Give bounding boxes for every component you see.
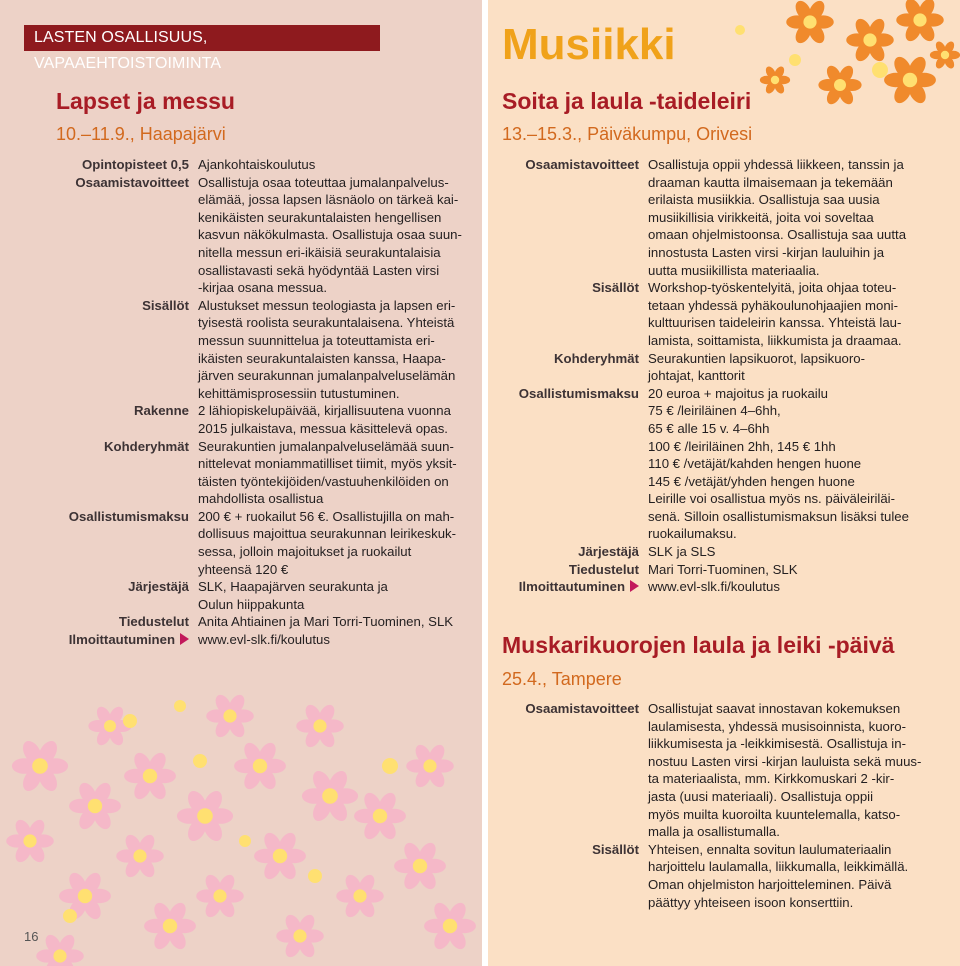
- yellow-dot-icon: [239, 835, 251, 847]
- detail-value: [198, 402, 473, 437]
- detail-line: sessa, jolloin majoitukset ja ruokailut: [198, 544, 412, 560]
- detail-line: Osallistuja osaa toteuttaa jumalanpalvelus-: [198, 174, 449, 190]
- event-title: Muskarikuorojen laula ja leiki -päivä: [502, 632, 895, 658]
- detail-label-text: Osaamistavoitteet: [75, 174, 189, 190]
- detail-line: -kirjaa osana messua.: [198, 280, 328, 296]
- detail-row: [0, 631, 473, 649]
- detail-line: päättyy yhteiseen isoon konserttiin.: [648, 894, 854, 910]
- detail-line: SLK, Haapajärven seurakunta ja: [198, 579, 388, 595]
- detail-line: Mari Torri-Tuominen, SLK: [648, 561, 798, 577]
- detail-line: tetaan yhdessä pyhäkoulunohjaajien moni-: [648, 297, 899, 313]
- detail-line: 200 € + ruokailut 56 €. Osallistujilla on mah-: [198, 508, 455, 524]
- right-page: [488, 0, 960, 966]
- event-details: [0, 156, 473, 649]
- detail-label-text: Tiedustelut: [118, 614, 189, 630]
- pink-flower-icon: [196, 872, 244, 920]
- detail-line: draaman kautta ilmaisemaan ja tekemään: [648, 174, 893, 190]
- detail-line: 2015 julkaistava, messua käsittelevä opas.: [198, 420, 448, 436]
- detail-line: innostusta Lasten virsi -kirjan lauluihin ja: [648, 244, 885, 260]
- detail-line: 75 € /leiriläinen 4–6hh,: [648, 403, 781, 419]
- detail-row: [0, 402, 473, 437]
- detail-line: erilaista musiikkia. Osallistuja saa uusia: [648, 192, 880, 208]
- pink-flower-icon: [12, 738, 68, 794]
- page-number: 16: [24, 929, 39, 944]
- detail-line: kehittämisprosessiin tutustuminen.: [198, 385, 400, 401]
- detail-line: johtajat, kanttorit: [648, 368, 745, 384]
- pink-flower-icon: [6, 817, 54, 865]
- detail-value: [198, 438, 473, 508]
- detail-value: [648, 543, 953, 561]
- detail-label: [0, 438, 198, 508]
- detail-row: [488, 385, 953, 543]
- detail-label: [0, 508, 198, 578]
- detail-row: [0, 613, 473, 631]
- detail-line: Alustukset messun teologiasta ja lapsen eri-: [198, 297, 456, 313]
- detail-value: [648, 385, 953, 543]
- detail-line: Ajankohtaiskoulutus: [198, 157, 316, 172]
- detail-value: [198, 508, 473, 578]
- detail-label-text: Osaamistavoitteet: [525, 701, 639, 716]
- detail-label: [0, 156, 198, 174]
- detail-line: dollisuus majoittua seurakunnan leirikeskuk-: [198, 526, 457, 542]
- detail-row: [488, 700, 953, 841]
- pink-flower-icon: [276, 912, 324, 960]
- detail-label: [488, 841, 648, 911]
- orange-flower-icon: [818, 63, 861, 106]
- detail-line: ta materiaalista, mm. Kirkkomuskari 2 -kir-: [648, 771, 895, 787]
- detail-row: [0, 174, 473, 297]
- yellow-dot-icon: [308, 869, 322, 883]
- detail-row: [488, 578, 953, 596]
- detail-line: 65 € alle 15 v. 4–6hh: [648, 420, 770, 436]
- detail-line: liikkumisesta ja -leikkimisestä. Osallistuja in-: [648, 736, 906, 752]
- detail-row: [0, 297, 473, 403]
- detail-value: [198, 578, 473, 613]
- detail-value: [648, 279, 953, 349]
- yellow-dot-icon: [123, 714, 137, 728]
- detail-line: harjoittelu laulamalla, liikkumalla, leikkimällä.: [648, 859, 909, 875]
- detail-label-text: Osallistumismaksu: [68, 508, 189, 524]
- detail-label: [488, 279, 648, 349]
- detail-line: www.evl-slk.fi/koulutus: [198, 632, 330, 648]
- detail-line: Seurakuntien lapsikuorot, lapsikuoro-: [648, 350, 865, 366]
- detail-label: [0, 297, 198, 403]
- detail-label: [0, 631, 198, 649]
- detail-line: senä. Silloin osallistumismaksun lisäksi tulee: [648, 508, 909, 524]
- detail-line: Osallistujat saavat innostavan kokemuksen: [648, 701, 901, 716]
- orange-flower-icon: [760, 65, 790, 95]
- detail-label: [488, 578, 648, 596]
- event-details: [488, 700, 953, 911]
- detail-value: [648, 561, 953, 579]
- orange-flower-icon: [786, 0, 834, 46]
- orange-flower-icon: [930, 40, 960, 70]
- detail-label-text: Sisällöt: [592, 280, 639, 296]
- detail-label: [0, 613, 198, 631]
- detail-line: nostuu Lasten virsi -kirjan lauluista sekä muus-: [648, 753, 922, 769]
- event-date: 10.–11.9., Haapajärvi: [56, 124, 226, 144]
- detail-line: Osallistuja oppii yhdessä liikkeen, tanssin ja: [648, 157, 904, 172]
- detail-line: nitella messun eri-ikäisiä seurakuntalaisia: [198, 244, 441, 260]
- detail-label-text: Tiedustelut: [568, 561, 639, 577]
- detail-label-text: Sisällöt: [592, 841, 639, 857]
- pink-flower-icon: [394, 840, 446, 892]
- detail-line: 145 € /vetäjät/yhden hengen huone: [648, 473, 855, 489]
- detail-value: [198, 174, 473, 297]
- detail-row: [488, 841, 953, 911]
- detail-row: [0, 156, 473, 174]
- yellow-dot-icon: [174, 700, 186, 712]
- detail-label: [488, 385, 648, 543]
- event-title: Lapset ja messu: [56, 88, 235, 114]
- detail-label: [0, 174, 198, 297]
- pink-flower-icon: [116, 832, 164, 880]
- detail-label: [488, 543, 648, 561]
- detail-line: 100 € /leiriläinen 2hh, 145 € 1hh: [648, 438, 836, 454]
- detail-row: [488, 543, 953, 561]
- detail-label-text: Järjestäjä: [578, 544, 639, 560]
- detail-line: omaan ohjelmistoonsa. Osallistuja saa uutta: [648, 227, 907, 243]
- yellow-dot-icon: [872, 62, 888, 78]
- section-label: LASTEN OSALLISUUS, VAPAAEHTOISTOIMINTA: [24, 25, 380, 51]
- detail-row: [488, 156, 953, 279]
- yellow-dot-icon: [735, 25, 745, 35]
- pink-flower-icon: [406, 742, 454, 790]
- pink-flower-icon: [424, 900, 476, 952]
- detail-row: [488, 561, 953, 579]
- detail-label: [488, 350, 648, 385]
- detail-line: tyisestä roolista seurakuntalaisena. Yhteistä: [198, 315, 455, 331]
- detail-value: [648, 578, 953, 596]
- detail-row: [0, 508, 473, 578]
- detail-line: laulamisesta, yhdessä musisoinnista, kuoro-: [648, 718, 907, 734]
- pink-flower-icon: [206, 692, 254, 740]
- event-date: 13.–15.3., Päiväkumpu, Orivesi: [502, 124, 753, 144]
- detail-value: [198, 156, 473, 174]
- yellow-dot-icon: [63, 909, 77, 923]
- detail-value: [648, 350, 953, 385]
- detail-label: [488, 700, 648, 841]
- detail-label: [0, 578, 198, 613]
- detail-line: lamista, soittamista, liikkumista ja draamaa.: [648, 332, 902, 348]
- detail-value: [648, 841, 953, 911]
- detail-line: elämää, jossa lapsen läsnäolo on tärkeä kai-: [198, 192, 459, 208]
- pink-flower-icon: [177, 788, 233, 844]
- pink-flower-icon: [234, 740, 286, 792]
- pink-flower-icon: [124, 750, 176, 802]
- detail-line: kulttuurisen taideleirin kanssa. Yhteistä lau-: [648, 315, 902, 331]
- detail-label-text: Rakenne: [134, 403, 189, 419]
- detail-row: [0, 578, 473, 613]
- detail-label-text: Ilmoittautuminen: [518, 579, 625, 595]
- detail-line: Workshop-työskentelyitä, joita ohjaa toteu-: [648, 280, 897, 296]
- detail-line: osallistavasti sekä hyödyntää Lasten virsi: [198, 262, 440, 278]
- pink-flower-icon: [69, 780, 121, 832]
- detail-value: [198, 613, 473, 631]
- detail-line: täisten työntekijöiden/vastuuhenkilöiden on: [198, 473, 449, 489]
- detail-line: ikäisten seurakuntalaisten kanssa, Haapa-: [198, 350, 446, 366]
- arrow-right-icon: [630, 580, 639, 592]
- flower-decoration: [0, 666, 482, 966]
- detail-label-text: Opintopisteet 0,5: [82, 157, 189, 172]
- detail-line: ruokailumaksu.: [648, 526, 737, 542]
- detail-value: [198, 631, 473, 649]
- detail-line: Leirille voi osallistua myös ns. päiväleiriläi-: [648, 491, 895, 507]
- detail-row: [0, 438, 473, 508]
- orange-flower-icon: [846, 16, 894, 64]
- orange-flower-icon: [884, 54, 936, 106]
- detail-line: kenikäisten seurakuntalaisten hengellisen: [198, 209, 442, 225]
- detail-row: [488, 279, 953, 349]
- event-title: Soita ja laula -taideleiri: [502, 88, 752, 114]
- detail-line: musiikillisia virikkeitä, joita voi soveltaa: [648, 209, 874, 225]
- detail-value: [648, 700, 953, 841]
- pink-flower-icon: [144, 900, 196, 952]
- detail-line: Seurakuntien jumalanpalveluselämää suun-: [198, 438, 454, 454]
- detail-label: [488, 156, 648, 279]
- detail-label-text: Sisällöt: [142, 297, 189, 313]
- detail-line: 2 lähiopiskelupäivää, kirjallisuutena vuonna: [198, 403, 451, 419]
- detail-line: nittelevat moniammatilliset tiimit, myös yksit-: [198, 456, 457, 472]
- detail-line: jasta (uusi materiaali). Osallistuja oppii: [648, 788, 874, 804]
- detail-line: Oulun hiippakunta: [198, 596, 305, 612]
- detail-line: Oman ohjelmiston harjoitteleminen. Päivä: [648, 876, 892, 892]
- detail-line: uutta musiikillista materiaalia.: [648, 262, 820, 278]
- detail-line: Anita Ahtiainen ja Mari Torri-Tuominen, SLK: [198, 614, 454, 630]
- detail-line: malla ja osallistumalla.: [648, 824, 780, 840]
- orange-flower-icon: [896, 0, 944, 44]
- detail-label-text: Kohderyhmät: [104, 438, 189, 454]
- detail-line: mahdollista osallistua: [198, 491, 324, 507]
- detail-row: [488, 350, 953, 385]
- detail-value: [198, 297, 473, 403]
- pink-flower-icon: [36, 932, 84, 966]
- event-details: [488, 156, 953, 596]
- pink-flower-icon: [296, 702, 344, 750]
- detail-line: järven seurakunnan jumalanpalveluselämän: [198, 368, 456, 384]
- detail-line: myös muilta kuoroilta kuuntelemalla, katso-: [648, 806, 901, 822]
- pink-flower-icon: [254, 830, 306, 882]
- detail-label-text: Järjestäjä: [128, 579, 189, 595]
- detail-line: messun suunnittelua ja toteuttamista eri-: [198, 332, 435, 348]
- arrow-right-icon: [180, 633, 189, 645]
- detail-line: 110 € /vetäjät/kahden hengen huone: [648, 456, 862, 472]
- detail-line: kasvun näkökulmasta. Osallistuja osaa suun-: [198, 227, 462, 243]
- pink-flower-icon: [336, 872, 384, 920]
- detail-line: Yhteisen, ennalta sovitun laulumateriaalin: [648, 841, 892, 857]
- detail-label-text: Kohderyhmät: [554, 350, 639, 366]
- detail-line: 20 euroa + majoitus ja ruokailu: [648, 385, 828, 401]
- yellow-dot-icon: [382, 758, 398, 774]
- detail-line: SLK ja SLS: [648, 544, 716, 560]
- detail-line: www.evl-slk.fi/koulutus: [648, 579, 780, 595]
- detail-line: yhteensä 120 €: [198, 561, 289, 577]
- event-date: 25.4., Tampere: [502, 669, 622, 689]
- detail-label-text: Ilmoittautuminen: [68, 632, 175, 648]
- pink-flower-icon: [354, 790, 406, 842]
- pink-flower-icon: [302, 768, 358, 824]
- detail-label-text: Osallistumismaksu: [518, 385, 639, 401]
- detail-label: [488, 561, 648, 579]
- detail-label-text: Osaamistavoitteet: [525, 157, 639, 172]
- detail-label: [0, 402, 198, 437]
- yellow-dot-icon: [789, 54, 801, 66]
- section-heading: Musiikki: [502, 20, 676, 69]
- detail-value: [648, 156, 953, 279]
- yellow-dot-icon: [193, 754, 207, 768]
